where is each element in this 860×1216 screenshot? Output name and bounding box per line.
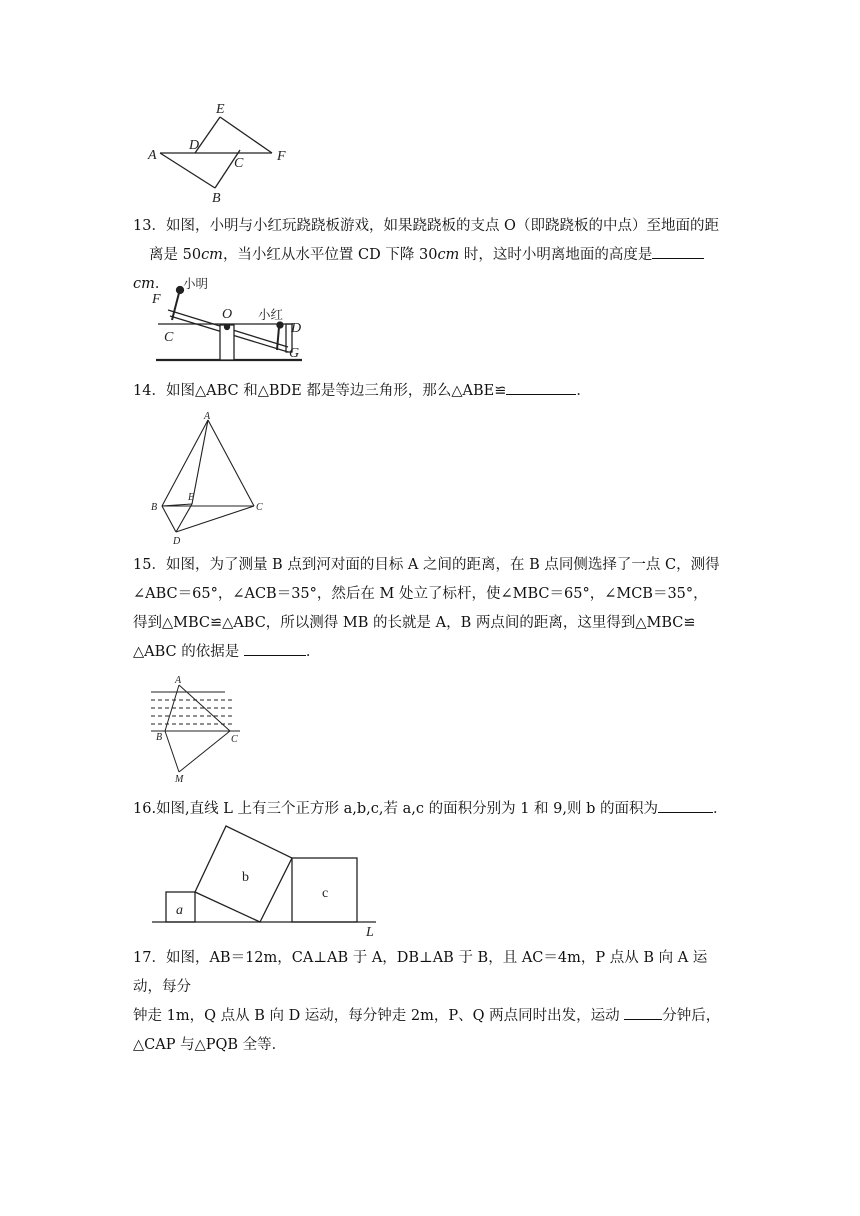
q15-line4 [133, 638, 733, 667]
q17-line1 [133, 944, 733, 1002]
q16-answer-blank[interactable] [658, 798, 713, 813]
label-xiaoming: 小明 [183, 277, 209, 291]
label-E: E [188, 492, 195, 503]
q15-line3 [133, 609, 733, 638]
q14-end: ． [576, 383, 591, 399]
q14-answer-blank[interactable] [506, 380, 576, 395]
label-D: D [291, 321, 302, 336]
label-B: B [156, 732, 163, 743]
label-F: F [152, 292, 161, 307]
q13-text-2c: 时，这时小明离地面的高度是 [459, 247, 653, 263]
q16-number: 16. [133, 801, 157, 817]
label-C: C [231, 734, 238, 745]
q17-line3 [133, 1031, 733, 1060]
label-O: O [222, 307, 233, 322]
q13-line1 [133, 212, 733, 241]
q15-text-4: △ABC 的依据是 [133, 644, 244, 660]
q13-answer-blank[interactable] [652, 244, 704, 259]
q15-text-3: 得到△MBC≌△ABC，所以测得 MB 的长就是 A，B 两点间的距离，这里得到△MBC≌ [133, 615, 696, 631]
q13-unit-cm1: cm [201, 247, 223, 263]
q13-text-2a: 离是 50 [149, 247, 202, 263]
label-C: C [234, 156, 244, 171]
q17-line2 [133, 1002, 733, 1031]
q13-text-2b: ，当小红从水平位置 CD 下降 30 [222, 247, 438, 263]
figure-q16 [148, 820, 388, 942]
q14-text: 如图△ABC 和△BDE 都是等边三角形，那么△ABE≌ [165, 383, 507, 399]
label-c: c [322, 886, 329, 901]
question-14 [133, 377, 733, 406]
q15-text-2: ∠ABC＝65°，∠ACB＝35°，然后在 M 处立了标杆，使∠MBC＝65°，∠MCB＝35°， [133, 586, 708, 602]
question-15 [133, 551, 733, 667]
q13-unit-cm2: cm [437, 247, 460, 263]
q13-text-1: 如图，小明与小红玩跷跷板游戏，如果跷跷板的支点 O（即跷跷板的中点）至地面的距 [165, 218, 719, 234]
label-G: G [289, 346, 300, 361]
q16-text: 如图,直线 L 上有三个正方形 a,b,c,若 a,c 的面积分别为 1 和 9,则 b 的面积为 [156, 801, 658, 817]
q13-end: ． [154, 276, 170, 292]
figure-q12 [140, 95, 300, 207]
label-C: C [164, 330, 174, 345]
q15-answer-blank[interactable] [244, 641, 306, 656]
label-M: M [175, 774, 184, 785]
label-a: a [176, 903, 183, 918]
q17-text-3: △CAP 与△PQB 全等． [133, 1037, 287, 1053]
label-C: C [256, 502, 263, 513]
q17-text-2b: 分钟后， [662, 1008, 721, 1024]
label-B: B [212, 191, 221, 206]
question-17 [133, 944, 733, 1060]
q17-text-2a: 钟走 1m，Q 点从 B 向 D 运动，每分钟走 2m，P、Q 两点同时出发，运动 [133, 1008, 625, 1024]
q15-text-1: 如图，为了测量 B 点到河对面的目标 A 之间的距离，在 B 点同侧选择了一点 C，测得 [165, 557, 720, 573]
q15-line1 [133, 551, 733, 580]
q15-number: 15． [133, 557, 166, 573]
q17-text-1: 如图，AB＝12m，CA⊥AB 于 A，DB⊥AB 于 B，且 AC＝4m，P 点从 B 向 A 运动，每分 [133, 950, 708, 995]
label-A: A [175, 675, 182, 686]
q14-number: 14． [133, 383, 166, 399]
q17-number: 17． [133, 950, 166, 966]
q16-end: ． [712, 801, 728, 817]
figure-q13-seesaw [148, 275, 308, 370]
label-A: A [204, 411, 211, 422]
label-B: B [151, 502, 158, 513]
label-L: L [366, 925, 374, 940]
label-E: E [216, 102, 225, 117]
q17-answer-blank[interactable] [624, 1005, 662, 1020]
label-A: A [148, 148, 157, 163]
figure-q14 [148, 410, 273, 550]
q13-number: 13． [133, 218, 166, 234]
q13-unit: cm [133, 276, 155, 292]
q15-end: ． [305, 644, 321, 660]
label-xiaohong: 小红 [258, 308, 284, 322]
label-b: b [242, 870, 249, 885]
label-D: D [173, 536, 181, 547]
label-D: D [189, 138, 200, 153]
figure-q15 [145, 672, 255, 784]
q15-line2 [133, 580, 733, 609]
label-F: F [277, 149, 286, 164]
